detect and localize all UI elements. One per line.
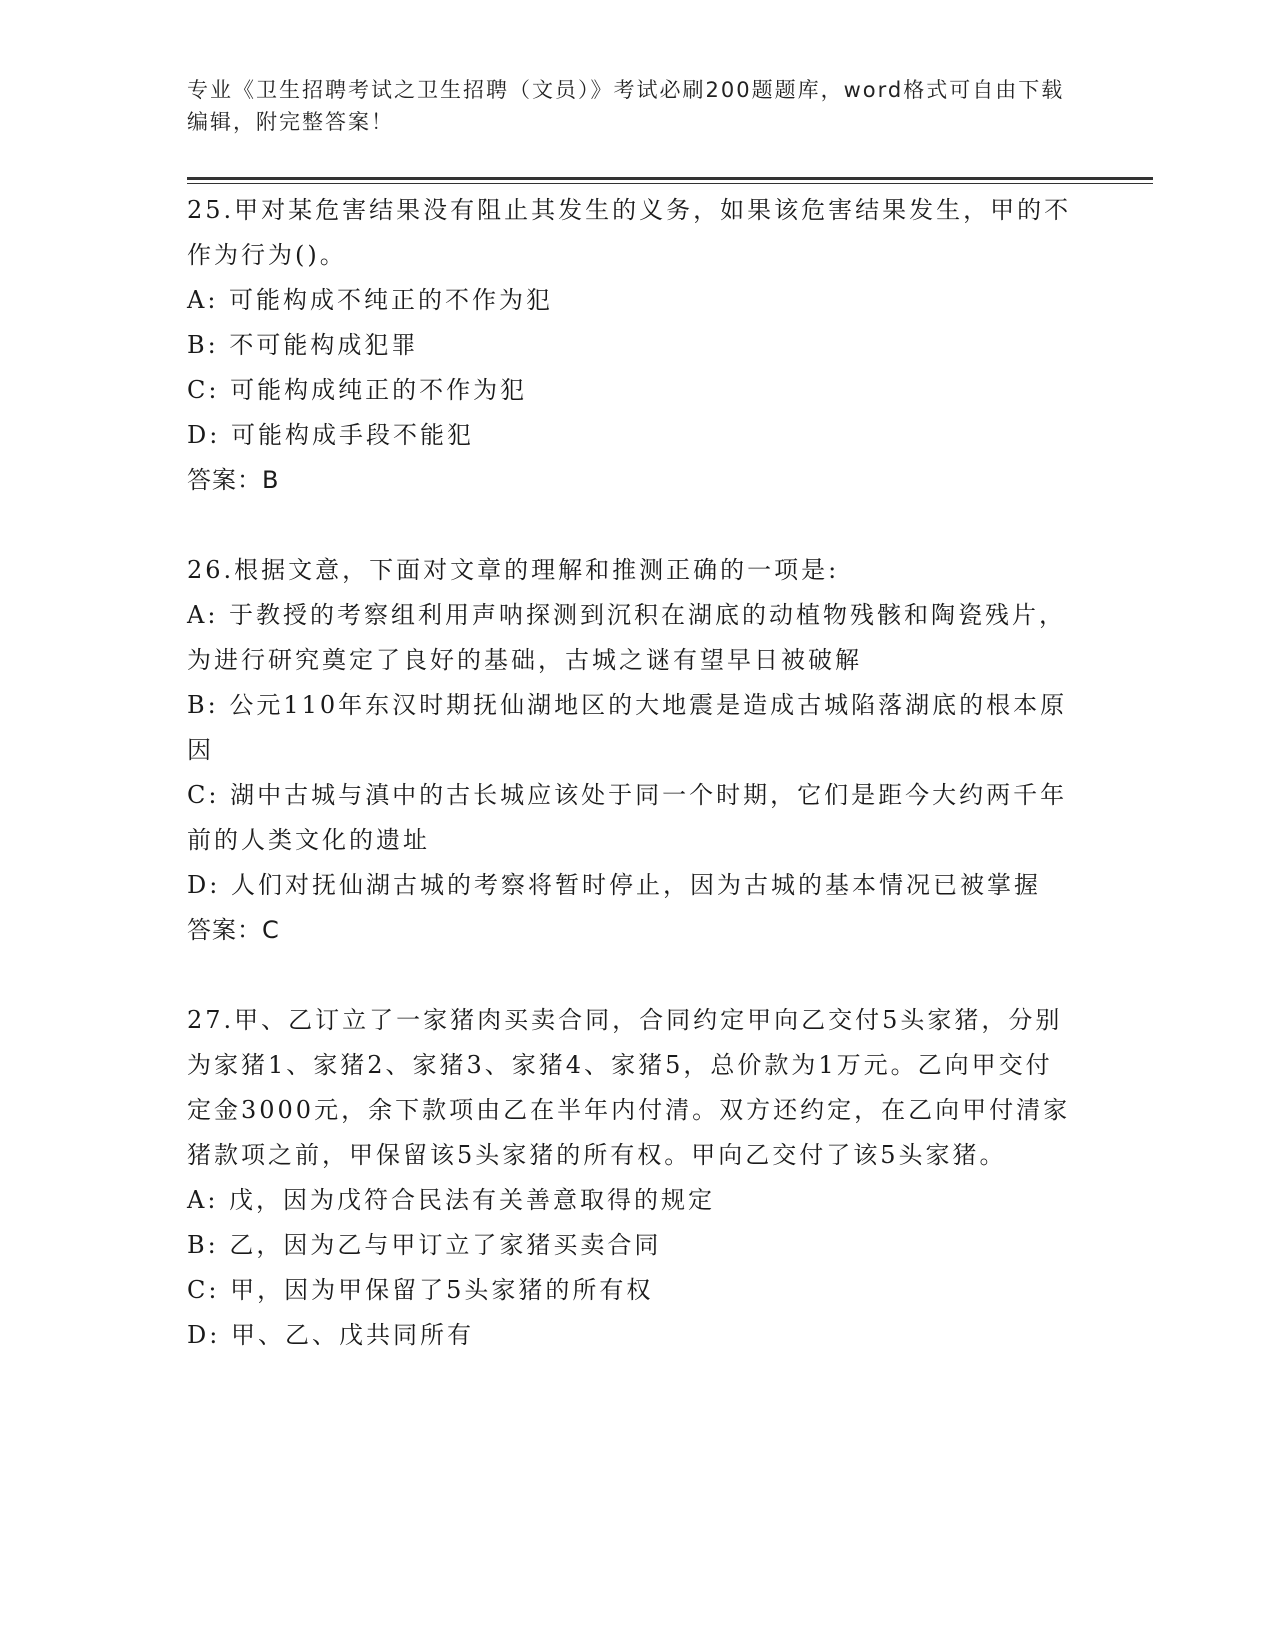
question-25	[187, 188, 1077, 503]
option-a: A: 可能构成不纯正的不作为犯	[187, 286, 554, 314]
option-d: D: 可能构成手段不能犯	[187, 421, 474, 449]
answer: 答案：C	[187, 916, 280, 944]
option-d: D: 甲、乙、戊共同所有	[187, 1321, 474, 1349]
question-stem: 26.根据文意，下面对文章的理解和推测正确的一项是:	[187, 556, 840, 584]
option-a: A: 于教授的考察组利用声呐探测到沉积在湖底的动植物残骸和陶瓷残片，为进行研究奠定了良好的基础，古城之谜有望早日被破解	[187, 601, 1067, 674]
option-b: B: 乙，因为乙与甲订立了家猪买卖合同	[187, 1231, 662, 1259]
question-stem: 25.甲对某危害结果没有阻止其发生的义务，如果该危害结果发生，甲的不作为行为()。	[187, 196, 1072, 269]
question-list	[187, 188, 1077, 1358]
document-header: 专业《卫生招聘考试之卫生招聘（文员）》考试必刷200题题库，word格式可自由下载编辑，附完整答案！	[187, 78, 1065, 134]
option-d: D: 人们对抚仙湖古城的考察将暂时停止，因为古城的基本情况已被掌握	[187, 871, 1041, 899]
option-b: B: 公元110年东汉时期抚仙湖地区的大地震是造成古城陷落湖底的根本原因	[187, 691, 1068, 764]
header-divider-thin	[187, 183, 1153, 184]
question-spacer	[187, 503, 1077, 548]
header-divider-thick	[187, 177, 1153, 180]
option-c: C: 可能构成纯正的不作为犯	[187, 376, 528, 404]
question-27	[187, 998, 1077, 1358]
option-c: C: 甲，因为甲保留了5头家猪的所有权	[187, 1276, 654, 1304]
option-a: A: 戊，因为戊符合民法有关善意取得的规定	[187, 1186, 716, 1214]
question-spacer	[187, 953, 1077, 998]
question-26	[187, 548, 1077, 953]
answer: 答案：B	[187, 466, 280, 494]
question-stem: 27.甲、乙订立了一家猪肉买卖合同，合同约定甲向乙交付5头家猪，分别为家猪1、家猪2、家猪3、家猪4、家猪5，总价款为1万元。乙向甲交付定金3000元，余下款项由乙在半年内付清。双方还约定，在乙向甲付清家猪款项之前，甲保留该5头家猪的所有权。甲向乙交付了该5头家猪。	[187, 1006, 1071, 1169]
option-b: B: 不可能构成犯罪	[187, 331, 419, 359]
option-c: C: 湖中古城与滇中的古长城应该处于同一个时期，它们是距今大约两千年前的人类文化的遗址	[187, 781, 1068, 854]
